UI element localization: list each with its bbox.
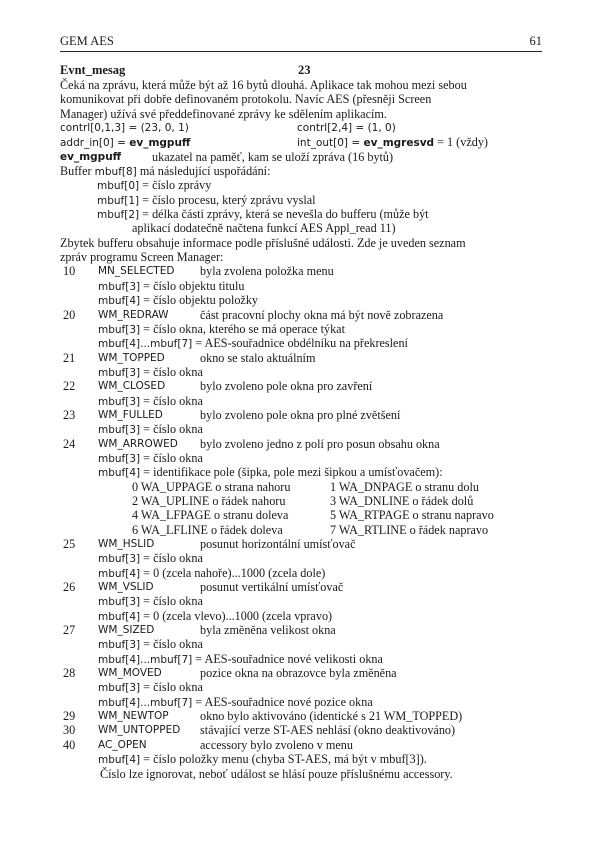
message-field: mbuf[4] — [98, 567, 141, 580]
message-name: WM_MOVED — [98, 667, 162, 680]
message-field: mbuf[3] — [98, 452, 141, 465]
message-desc: pozice okna na obrazovce byla změněna — [200, 666, 397, 681]
message-desc: bylo zvoleno pole okna pro zavření — [200, 379, 373, 394]
buffer-intro: Buffer mbuf[8] má následující uspořádání: — [60, 164, 271, 179]
control-left: contrl[0,1,3] = (23, 0, 1) — [60, 122, 189, 135]
header-title: GEM AES — [60, 34, 114, 48]
message-code: 23 — [63, 407, 76, 422]
message-name: WM_CLOSED — [98, 380, 166, 393]
message-detail — [60, 322, 550, 336]
message-desc: byla zvolena položka menu — [200, 264, 334, 279]
message-field: mbuf[3] — [98, 682, 141, 695]
message-detail — [60, 336, 550, 350]
message-code: 25 — [63, 537, 76, 551]
mgpuff-desc: ukazatel na paměť, kam se uloží zpráva (16 bytů) — [152, 149, 394, 164]
message-detail — [60, 637, 550, 651]
message-field: mbuf[4]...mbuf[7] — [98, 338, 193, 351]
buffer-field: mbuf[2] — [97, 209, 140, 222]
message-field-desc: = číslo okna — [140, 450, 203, 465]
message-code: 28 — [63, 666, 76, 681]
message-field-desc: = AES-souřadnice nové velikosti okna — [192, 651, 383, 666]
int-out: int_out[0] = — [297, 137, 364, 150]
message-row — [60, 723, 550, 737]
message-field: mbuf[3] — [98, 366, 141, 379]
message-name: WM_NEWTOP — [98, 710, 169, 723]
message-detail — [60, 594, 550, 608]
addr-in-value: ev_mgpuff — [129, 137, 191, 150]
message-row — [60, 580, 550, 594]
rest-intro-line: zpráv programu Screen Manager: — [60, 250, 224, 265]
message-detail — [60, 551, 550, 565]
message-row — [60, 537, 550, 551]
arrow-table — [60, 480, 550, 537]
message-field: mbuf[4]...mbuf[7] — [98, 653, 193, 666]
message-row — [60, 379, 550, 393]
message-row — [60, 738, 550, 752]
message-detail — [60, 566, 550, 580]
arrow-right: 7 WA_RTLINE o řádek napravo — [330, 522, 489, 537]
arrow-left: 6 WA_LFLINE o řádek doleva — [132, 522, 283, 537]
message-field-desc: = identifikace pole (šipka, pole mezi šipkou a umísťovačem): — [140, 465, 443, 480]
message-name: AC_OPEN — [98, 738, 147, 751]
message-name: WM_REDRAW — [98, 308, 169, 321]
message-field: mbuf[3] — [98, 280, 141, 293]
message-field-desc: = číslo položky menu (chyba ST-AES, má být v mbuf[3]). — [140, 752, 427, 767]
message-code: 29 — [63, 709, 76, 724]
message-detail — [60, 422, 550, 436]
buffer-entry — [60, 193, 550, 207]
param-line — [60, 135, 550, 149]
message-desc: bylo zvoleno jedno z polí pro posun obsahu okna — [200, 436, 440, 451]
message-detail — [60, 365, 550, 379]
message-field: mbuf[3] — [98, 395, 141, 408]
message-row — [60, 437, 550, 451]
param-line — [60, 121, 550, 135]
message-field: mbuf[3] — [98, 553, 141, 566]
message-field-desc: = číslo okna — [140, 422, 203, 437]
message-name: WM_FULLED — [98, 408, 163, 421]
message-list — [60, 264, 550, 479]
message-field: mbuf[3] — [98, 639, 141, 652]
message-field: mbuf[3] — [98, 424, 141, 437]
message-desc: stávající verze ST-AES nehlásí (okno deaktivováno) — [200, 723, 456, 738]
message-field-desc: = 0 (zcela nahoře)...1000 (zcela dole) — [140, 565, 326, 580]
message-desc: bylo zvoleno pole okna pro plné zvětšení — [200, 407, 401, 422]
message-list — [60, 537, 550, 767]
addr-in: addr_in[0] = — [60, 137, 130, 150]
int-out-note: = 1 (vždy) — [434, 135, 488, 150]
arrow-right: 3 WA_DNLINE o řádek dolů — [330, 493, 474, 508]
arrow-row — [60, 508, 550, 522]
page-number: 61 — [529, 34, 542, 48]
message-field-desc: = číslo okna — [140, 551, 203, 566]
message-field: mbuf[4]...mbuf[7] — [98, 696, 193, 709]
message-desc: část pracovní plochy okna má být nově zobrazena — [200, 307, 444, 322]
message-row — [60, 408, 550, 422]
message-field-desc: = číslo okna, kterého se má operace týkat — [140, 321, 345, 336]
message-code: 27 — [63, 623, 76, 638]
arrow-row — [60, 523, 550, 537]
message-detail — [60, 394, 550, 408]
message-code: 26 — [63, 580, 76, 595]
arrow-row — [60, 480, 550, 494]
message-detail — [60, 695, 550, 709]
message-field: mbuf[3] — [98, 323, 141, 336]
arrow-left: 0 WA_UPPAGE o strana nahoru — [132, 479, 291, 494]
message-field-desc: = číslo objektu titulu — [140, 278, 245, 293]
intro-line: Čeká na zprávu, která může být až 16 bytů dlouhá. Aplikace tak mohou mezi sebou — [60, 78, 467, 92]
param-line — [60, 150, 550, 164]
message-desc: okno se stalo aktuálním — [200, 350, 316, 365]
message-row — [60, 709, 550, 723]
buffer-field: mbuf[1] — [97, 194, 140, 207]
message-field-desc: = 0 (zcela vlevo)...1000 (zcela vpravo) — [140, 608, 333, 623]
message-detail — [60, 451, 550, 465]
message-code: 10 — [63, 264, 76, 279]
arrow-left: 4 WA_LFPAGE o stranu doleva — [132, 508, 289, 523]
document-body — [60, 78, 550, 781]
message-row — [60, 351, 550, 365]
arrow-left: 2 WA_UPLINE o řádek nahoru — [132, 493, 286, 508]
message-field: mbuf[4] — [98, 754, 141, 767]
message-name: WM_ARROWED — [98, 437, 178, 450]
message-detail — [60, 752, 550, 766]
page-header — [60, 34, 542, 52]
section-number: 23 — [298, 63, 311, 77]
message-row — [60, 666, 550, 680]
message-name: WM_HSLID — [98, 538, 155, 550]
buffer-entry — [60, 178, 550, 192]
message-desc: posunut vertikální umísťovač — [200, 580, 344, 595]
message-code: 22 — [63, 379, 76, 394]
buffer-desc: = délka části zprávy, která se nevešla do bufferu (může být — [139, 207, 429, 222]
message-field-desc: = číslo okna — [140, 680, 203, 695]
message-detail — [60, 680, 550, 694]
buffer-continuation: aplikací dodatečně načtena funkcí AES Appl_read 11) — [132, 221, 396, 236]
message-field-desc: = číslo okna — [140, 637, 203, 652]
intro-line: Manager) užívá své předdefinované zprávy ke sdělením aplikacím. — [60, 106, 387, 121]
message-field-desc: = číslo okna — [140, 594, 203, 609]
message-row — [60, 264, 550, 278]
message-name: WM_SIZED — [98, 624, 155, 637]
control-right: contrl[2,4] = (1, 0) — [297, 122, 396, 135]
message-field-desc: = číslo okna — [140, 364, 203, 379]
message-field-desc: = číslo okna — [140, 393, 203, 408]
message-code: 30 — [63, 723, 76, 738]
arrow-right: 1 WA_DNPAGE o stranu dolu — [330, 479, 479, 494]
message-row — [60, 308, 550, 322]
message-desc: posunut horizontální umísťovač — [200, 537, 356, 551]
arrow-right: 5 WA_RTPAGE o stranu napravo — [330, 508, 494, 523]
message-code: 20 — [63, 307, 76, 322]
message-detail — [60, 652, 550, 666]
message-field-desc: = číslo objektu položky — [140, 293, 259, 308]
rest-intro-line: Zbytek bufferu obsahuje informace podle příslušné události. Zde je uveden seznam — [60, 235, 466, 250]
message-desc: byla změněna velikost okna — [200, 623, 336, 638]
buffer-entry — [60, 207, 550, 221]
message-row — [60, 623, 550, 637]
arrow-row — [60, 494, 550, 508]
message-code: 40 — [63, 737, 76, 752]
closing-note: Číslo lze ignorovat, neboť událost se hlásí pouze příslušnému accessory. — [100, 766, 453, 781]
message-detail — [60, 279, 550, 293]
buffer-field: mbuf[0] — [97, 180, 140, 193]
buffer-list — [60, 178, 550, 221]
buffer-desc: = číslo zprávy — [139, 178, 212, 193]
message-field: mbuf[3] — [98, 596, 141, 609]
message-field-desc: = AES-souřadnice obdélníku na překreslení — [192, 336, 408, 351]
message-name: WM_UNTOPPED — [98, 724, 181, 737]
section-title: Evnt_mesag — [60, 63, 126, 77]
message-name: WM_VSLID — [98, 581, 154, 594]
message-code: 21 — [63, 350, 76, 365]
buffer-name: mbuf[8] — [94, 166, 137, 179]
message-name: WM_TOPPED — [98, 351, 165, 364]
message-detail — [60, 293, 550, 307]
message-detail — [60, 609, 550, 623]
message-field-desc: = AES-souřadnice nové pozice okna — [192, 694, 373, 709]
message-field: mbuf[4] — [98, 467, 141, 480]
buffer-desc: = číslo procesu, který zprávu vyslal — [139, 192, 316, 207]
int-out-value: ev_mgresvd — [363, 137, 435, 150]
message-field: mbuf[4] — [98, 610, 141, 623]
message-desc: accessory bylo zvoleno v menu — [200, 737, 353, 752]
message-name: MN_SELECTED — [98, 265, 175, 278]
mgpuff-name: ev_mgpuff — [60, 150, 122, 163]
message-desc: okno bylo aktivováno (identické s 21 WM_TOPPED) — [200, 709, 463, 724]
message-code: 24 — [63, 436, 76, 451]
message-detail — [60, 465, 550, 479]
message-field: mbuf[4] — [98, 295, 141, 308]
intro-line: komunikovat při dobře definovaném protokolu. Navíc AES (přesněji Screen — [60, 92, 432, 107]
